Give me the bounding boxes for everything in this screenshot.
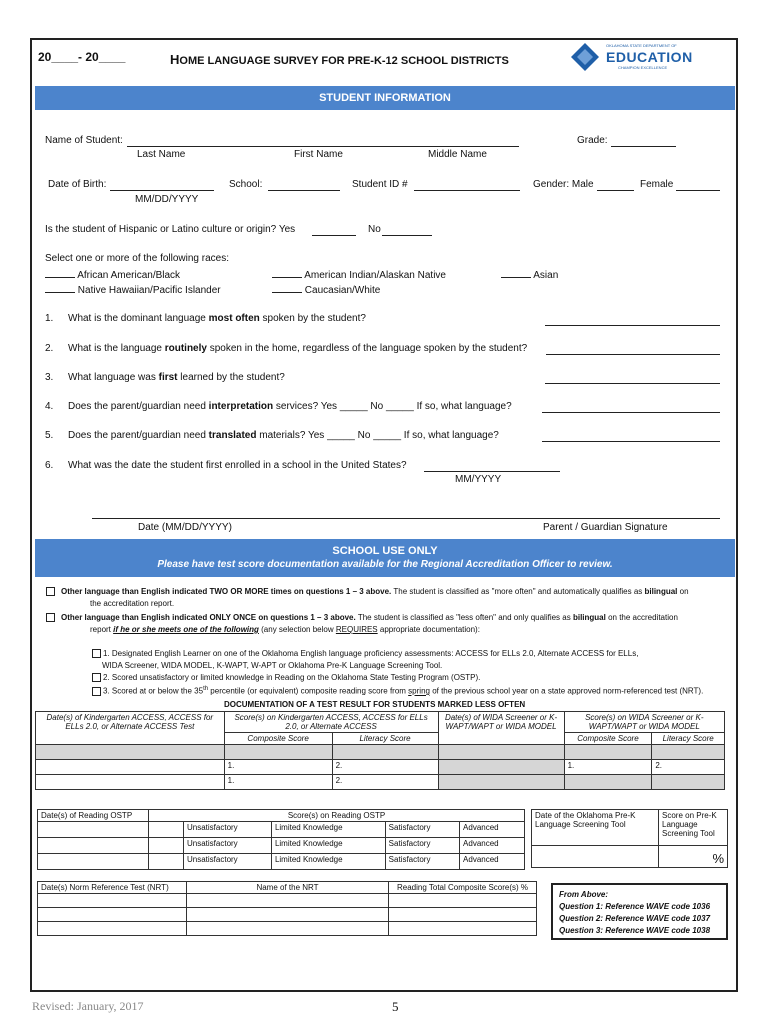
question-number: 4. [45,401,54,412]
checkbox-icon[interactable] [46,587,55,596]
t1-cell[interactable] [652,745,725,760]
t1-h2: Score(s) on Kindergarten ACCESS, ACCESS for ELLs 2.0, or Alternate ACCESS [224,712,438,733]
checkbox-icon[interactable] [46,613,55,622]
t1-literacy: Literacy Score [332,733,438,745]
hispanic-question: Is the student of Hispanic or Latino culture or origin? Yes [45,224,296,235]
line2-underline: REQUIRES [335,625,378,634]
t1-cell[interactable] [564,745,652,760]
option-bold: Other language than English indicated TWO OR MORE times on questions 1 – 3 above. [61,587,392,596]
t4-h1: Date(s) Norm Reference Test (NRT) [38,882,187,894]
question-text-end: spoken by the student? [259,313,366,324]
race-label: African American/Black [77,270,181,281]
question-bold: interpretation [208,401,274,412]
question-3 [45,372,285,383]
race-checkbox-line[interactable] [272,267,302,278]
grade-field[interactable] [611,134,676,147]
t3-date-cell[interactable] [532,846,659,868]
student-name-field[interactable] [127,134,519,147]
t4-cell[interactable] [38,894,187,908]
option-bold2: bilingual [572,613,606,622]
access-scores-table [35,711,725,790]
t1-cell[interactable]: 2. [332,775,438,790]
t2-level[interactable]: Unsatisfactory [184,854,272,870]
question-text-end: learned by the student? [177,372,285,383]
t4-h3: Reading Total Composite Score(s) % [389,882,537,894]
sub-option-text: 1. Designated English Learner on one of the Oklahoma English language proficiency assessments: ACCESS for ELLs 2.0, Alternate ACCESS for ELLs, [103,649,639,658]
page-number: 5 [392,999,399,1014]
q6-date-field[interactable] [424,459,560,472]
ostp-table [37,809,525,870]
t2-level[interactable]: Limited Knowledge [271,822,385,838]
question-number: 1. [45,313,54,324]
t4-cell[interactable] [38,908,187,922]
t2-cell[interactable] [38,854,149,870]
line2-mid: (any selection below [258,625,336,634]
race-american-indian[interactable] [272,267,446,281]
t1-cell[interactable]: 2. [652,760,725,775]
student-information-band: STUDENT INFORMATION [35,86,735,110]
checkbox-icon[interactable] [92,649,101,658]
t4-h2: Name of the NRT [187,882,389,894]
wave-q2: Question 2: Reference WAVE code 1037 [559,914,711,923]
sub-option-1-line2: WIDA Screener, WIDA MODEL, K-WAPT, W-APT or Oklahoma Pre-K Language Screening Tool. [102,661,443,670]
t1-h3: Date(s) of WIDA Screener or K-WAPT/WAPT or WIDA MODEL [438,712,564,745]
t3-score-cell[interactable]: % [659,846,728,868]
question-text-end: services? Yes _____ No _____ If so, what language? [273,401,512,412]
question-2 [45,343,527,354]
prek-screening-table [531,809,728,868]
q2-answer-field[interactable] [546,342,720,355]
wave-codes-box [551,883,728,940]
t2-level[interactable]: Satisfactory [385,822,459,838]
race-label: American Indian/Alaskan Native [304,270,446,281]
hispanic-no-field[interactable] [382,223,432,236]
logo-top-text: OKLAHOMA STATE DEPARTMENT OF [606,43,677,48]
option-only-once[interactable] [46,613,678,622]
name-label: Name of Student: [45,135,123,146]
sub-option-1[interactable] [92,649,638,658]
question-4 [45,401,512,412]
t1-cell[interactable] [438,775,564,790]
question-1 [45,313,366,324]
t2-cell[interactable] [149,822,184,838]
t3-h1: Date of the Oklahoma Pre-K Language Screening Tool [532,810,659,846]
sub3-post: of the previous school year on a state approved norm-referenced test (NRT). [429,686,704,696]
sub3-sup: th [203,686,209,692]
question-bold: first [158,372,178,383]
race-prompt: Select one or more of the following races: [45,253,229,264]
logo-tagline: CHAMPION EXCELLENCE [618,65,668,70]
question-bold: translated [208,430,257,441]
option-bold: Other language than English indicated ONLY ONCE on questions 1 – 3 above. [61,613,356,622]
question-bold: most often [208,313,260,324]
t2-level[interactable]: Advanced [460,838,525,854]
q4-language-field[interactable] [542,400,720,413]
sub3-mid: percentile (or equivalent) composite reading score from [208,686,409,696]
race-label: Native Hawaiian/Pacific Islander [77,285,221,296]
t1-cell[interactable]: 1. [224,760,332,775]
race-asian[interactable] [501,267,558,281]
t1-literacy-2: Literacy Score [652,733,725,745]
t1-cell[interactable] [438,760,564,775]
sub3-pre: 3. Scored at or below the 35 [103,686,204,696]
t2-level[interactable]: Satisfactory [385,854,459,870]
sub-option-text: 2. Scored unsatisfactory or limited knowledge in Reading on the Oklahoma State Testing Program (OSTP). [103,673,481,682]
female-field[interactable] [676,178,720,191]
wave-q3: Question 3: Reference WAVE code 1038 [559,926,711,935]
t2-cell[interactable] [149,838,184,854]
option-text2: on the accreditation [605,613,678,622]
option-two-or-more[interactable] [46,587,689,596]
t1-cell[interactable] [36,775,225,790]
school-label: School: [229,179,263,190]
t4-cell[interactable] [187,894,389,908]
school-use-subtitle: Please have test score documentation available for the Regional Accreditation Officer to review. [157,559,613,570]
t1-composite-2: Composite Score [564,733,652,745]
option-once-line2 [90,625,480,634]
option-text: The student is classified as "more often" and automatically qualifies as [391,587,645,596]
date-caption: Date (MM/DD/YYYY) [138,522,232,533]
question-text: What is the dominant language [68,313,209,324]
question-text: What was the date the student first enrolled in a school in the United States? [68,460,407,471]
question-text: Does the parent/guardian need [68,401,209,412]
revised-date: Revised: January, 2017 [32,999,144,1013]
signature-line[interactable] [92,508,720,519]
question-text: What is the language [68,343,165,354]
t1-cell[interactable]: 1. [564,760,652,775]
line2-bold: if he or she meets one of the following [113,625,259,634]
question-text-end: spoken in the home, regardless of the language spoken by the student? [206,343,528,354]
first-name-caption: First Name [294,149,343,160]
t4-cell[interactable] [38,922,187,936]
female-label: Female [640,179,674,190]
option-text2: on [677,587,689,596]
t2-level[interactable]: Unsatisfactory [184,838,272,854]
title-rest: OME LANGUAGE SURVEY FOR PRE-K-12 SCHOOL DISTRICTS [179,55,509,67]
student-id-field[interactable] [414,178,520,191]
checkbox-icon[interactable] [92,687,101,696]
male-field[interactable] [597,178,634,191]
t2-level[interactable]: Limited Knowledge [271,854,385,870]
t1-h1: Date(s) of Kindergarten ACCESS, ACCESS for ELLs 2.0, or Alternate ACCESS Test [36,712,225,745]
t4-cell[interactable] [389,894,537,908]
race-checkbox-line[interactable] [272,282,302,293]
school-use-title: SCHOOL USE ONLY [332,545,438,557]
option-bold2: bilingual [644,587,678,596]
race-checkbox-line[interactable] [501,267,531,278]
school-field[interactable] [268,178,340,191]
question-text: Does the parent/guardian need [68,430,209,441]
t1-cell[interactable] [36,760,225,775]
hispanic-no-label: No [368,224,381,235]
sub-option-3[interactable] [92,686,703,696]
t1-cell[interactable]: 1. [224,775,332,790]
t1-cell[interactable] [564,775,652,790]
question-number: 6. [45,460,54,471]
t2-level[interactable]: Satisfactory [385,838,459,854]
grade-label: Grade: [577,135,608,146]
option-text: The student is classified as "less often" and only qualifies as [355,613,573,622]
race-checkbox-line[interactable] [45,267,75,278]
sub-option-2[interactable] [92,673,480,682]
race-native-hawaiian[interactable] [45,282,221,296]
t2-level[interactable]: Advanced [460,854,525,870]
t2-level[interactable]: Limited Knowledge [271,838,385,854]
question-6 [45,460,407,471]
middle-name-caption: Middle Name [428,149,487,160]
question-5 [45,430,499,441]
gender-male-label: Gender: Male [533,179,594,190]
t1-cell[interactable] [652,775,725,790]
dob-format-caption: MM/DD/YYYY [135,194,199,205]
line2-pre: report [90,625,114,634]
t1-cell[interactable] [438,745,564,760]
q3-answer-field[interactable] [545,370,720,384]
t2-h2: Score(s) on Reading OSTP [149,810,525,822]
dob-label: Date of Birth: [48,179,107,190]
title-first-letter: H [170,52,180,67]
t2-cell[interactable] [149,854,184,870]
logo-main-text: EDUCATION [606,49,693,65]
q1-answer-field[interactable] [545,312,720,326]
year-range[interactable]: 20____- 20____ [38,50,126,64]
signature-caption: Parent / Guardian Signature [543,522,668,533]
line2-post: appropriate documentation): [377,625,480,634]
question-bold: routinely [164,343,207,354]
t1-cell[interactable] [36,745,225,760]
question-text-end: materials? Yes _____ No _____ If so, what language? [256,430,499,441]
school-use-band [35,539,735,577]
wave-title: From Above: [559,890,609,899]
wave-q1: Question 1: Reference WAVE code 1036 [559,902,711,911]
dob-field[interactable] [110,178,214,191]
student-id-label: Student ID # [352,179,408,190]
last-name-caption: Last Name [137,149,186,160]
t4-cell[interactable] [389,922,537,936]
sub3-underline: spring [408,686,430,696]
t2-level[interactable]: Unsatisfactory [184,822,272,838]
q5-language-field[interactable] [542,429,720,442]
t1-composite: Composite Score [224,733,332,745]
race-label: Caucasian/White [304,285,381,296]
nrt-table [37,881,537,936]
question-number: 5. [45,430,54,441]
race-african-american[interactable] [45,267,180,281]
documentation-heading: DOCUMENTATION OF A TEST RESULT FOR STUDENTS MARKED LESS OFTEN [224,700,526,709]
race-caucasian[interactable] [272,282,380,296]
race-label: Asian [533,270,559,281]
question-number: 2. [45,343,54,354]
t1-cell[interactable]: 2. [332,760,438,775]
hispanic-yes-field[interactable] [312,223,356,236]
t3-h2: Score on Pre-K Language Screening Tool [659,810,728,846]
t1-h4: Score(s) on WIDA Screener or K-WAPT/WAPT or WIDA MODEL [564,712,724,733]
question-text: What language was [68,372,159,383]
t2-h1: Date(s) of Reading OSTP [38,810,149,822]
checkbox-icon[interactable] [92,673,101,682]
t4-cell[interactable] [187,908,389,922]
t4-cell[interactable] [389,908,537,922]
t2-level[interactable]: Advanced [460,822,525,838]
t2-cell[interactable] [38,822,149,838]
t1-cell[interactable] [224,745,332,760]
t2-cell[interactable] [38,838,149,854]
t1-cell[interactable] [332,745,438,760]
q6-format-caption: MM/YYYY [455,474,502,485]
question-number: 3. [45,372,54,383]
option-two-line2: the accreditation report. [90,599,175,608]
t4-cell[interactable] [187,922,389,936]
race-checkbox-line[interactable] [45,282,75,293]
